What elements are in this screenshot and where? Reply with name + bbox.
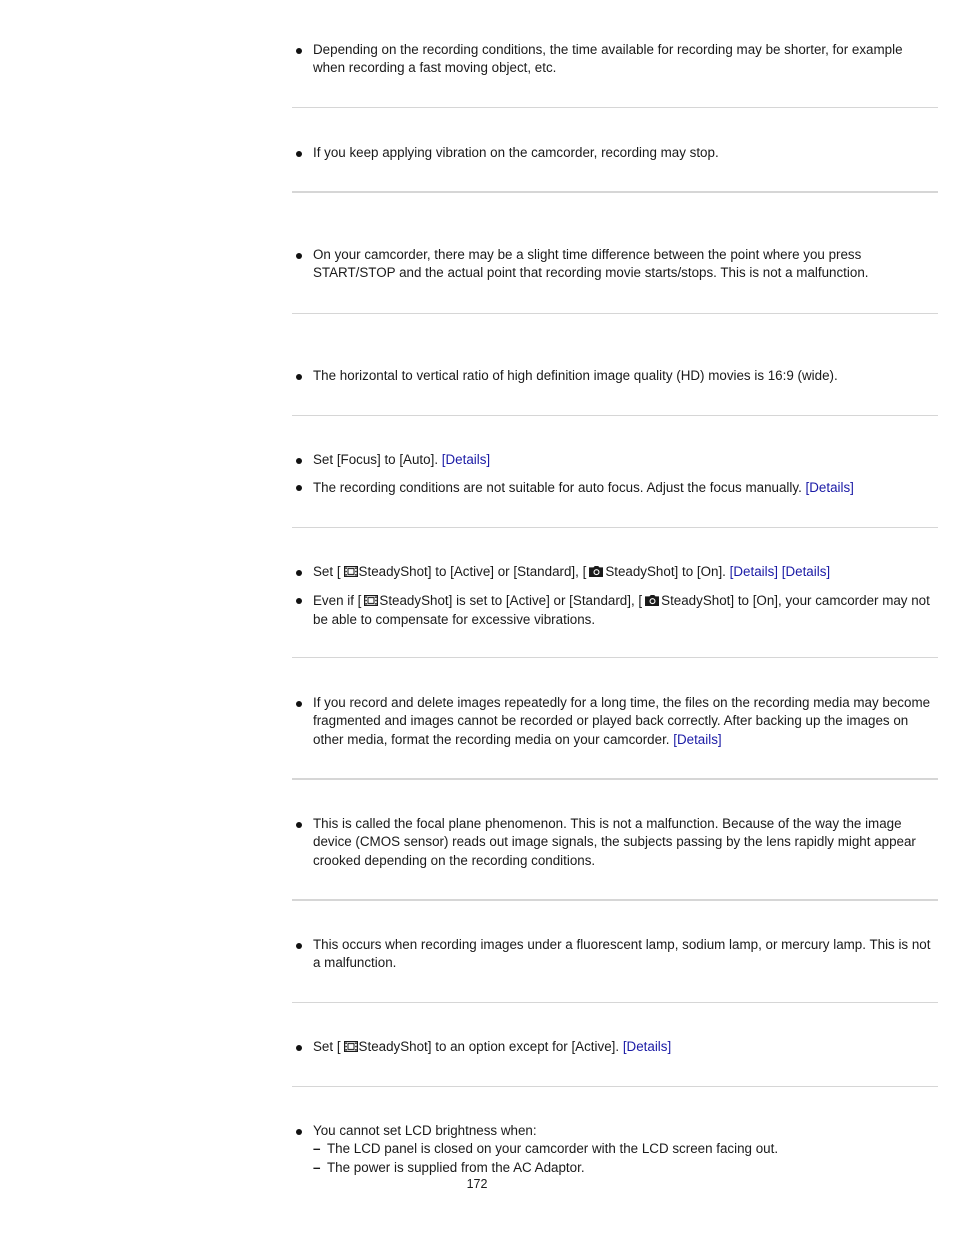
details-link[interactable]: [Details]: [729, 564, 779, 579]
list-item: The recording conditions are not suitable for auto focus. Adjust the focus manually. [Details]: [292, 479, 938, 497]
section-vibration: [292, 144, 938, 162]
divider: [292, 778, 938, 780]
bullet-list: [292, 367, 938, 385]
list-item: The horizontal to vertical ratio of high definition image quality (HD) movies is 16:9 (wide).: [292, 367, 938, 385]
list-item: On your camcorder, there may be a slight time difference between the point where you press START/STOP and the actual point that recording movie starts/stops. This is not a malfunction.: [292, 246, 938, 283]
divider: [292, 191, 938, 193]
bullet-list: [292, 563, 938, 630]
details-link[interactable]: [Details]: [781, 564, 831, 579]
section-steadyshot: [292, 563, 938, 630]
list-item: Depending on the recording conditions, the time available for recording may be shorter, for example when recording a fast moving object, etc.: [292, 41, 938, 78]
divider: [292, 415, 938, 416]
section-steadyshot-active: [292, 1038, 938, 1057]
camera-steadyshot-icon: [589, 564, 604, 582]
divider: [292, 657, 938, 658]
bullet-list: [292, 144, 938, 162]
section-fragmentation: [292, 694, 938, 749]
divider: [292, 527, 938, 528]
list-item: If you keep applying vibration on the camcorder, recording may stop.: [292, 144, 938, 162]
bullet-list: [292, 451, 938, 497]
section-time-difference: [292, 246, 938, 283]
divider: [292, 107, 938, 108]
bullet-list: [292, 936, 938, 973]
divider: [292, 1002, 938, 1003]
list-item: You cannot set LCD brightness when: – The LCD panel is closed on your camcorder with the LCD screen facing out. – The power is supplied from the AC Adaptor.: [292, 1122, 938, 1177]
sub-list-item: – The LCD panel is closed on your camcorder with the LCD screen facing out.: [313, 1140, 938, 1158]
sub-list-item: – The power is supplied from the AC Adaptor.: [313, 1159, 938, 1177]
list-item: Set [ SteadyShot] to [Active] or [Standard], [ SteadyShot] to [On]. [Details] [Details]: [292, 563, 938, 582]
bullet-list: [292, 694, 938, 749]
list-item: Set [Focus] to [Auto]. [Details]: [292, 451, 938, 469]
divider: [292, 1086, 938, 1087]
details-link[interactable]: [Details]: [673, 731, 722, 747]
bullet-list: [292, 41, 938, 78]
section-aspect-ratio: [292, 367, 938, 385]
divider: [292, 899, 938, 901]
movie-steadyshot-icon: [344, 1039, 358, 1057]
movie-steadyshot-icon: [344, 564, 358, 582]
details-link[interactable]: [Details]: [441, 452, 491, 467]
list-item: This occurs when recording images under a fluorescent lamp, sodium lamp, or mercury lamp. This is not a malfunction.: [292, 936, 938, 973]
details-link[interactable]: [Details]: [805, 479, 854, 495]
list-item: Set [ SteadyShot] to an option except for [Active]. [Details]: [292, 1038, 938, 1057]
section-flicker: [292, 936, 938, 973]
list-item: Even if [ SteadyShot] is set to [Active] or [Standard], [ SteadyShot] to [On], your camcorder may not be able to compensate for excessive vibrations.: [292, 592, 938, 630]
details-link[interactable]: [Details]: [622, 1039, 672, 1054]
list-item: This is called the focal plane phenomenon. This is not a malfunction. Because of the way the image device (CMOS sensor) reads out image signals, the subjects passing by the lens rapidly might appear crooked depending on the recording conditions.: [292, 815, 938, 870]
section-lcd-brightness: [292, 1122, 938, 1177]
section-focus: [292, 451, 938, 497]
section-recording-time: [292, 41, 938, 78]
bullet-list: [292, 815, 938, 870]
movie-steadyshot-icon: [364, 593, 378, 611]
page-number: 172: [466, 1177, 488, 1191]
list-item: If you record and delete images repeatedly for a long time, the files on the recording media may become fragmented and images cannot be recorded or played back correctly. After backing up the images on other media, format the recording media on your camcorder. [Details]: [292, 694, 938, 749]
bullet-list: [292, 1122, 938, 1177]
camera-steadyshot-icon: [645, 593, 660, 611]
divider: [292, 313, 938, 314]
bullet-list: [292, 1038, 938, 1057]
sub-list: [313, 1140, 938, 1177]
section-focal-plane: [292, 815, 938, 870]
bullet-list: [292, 246, 938, 283]
